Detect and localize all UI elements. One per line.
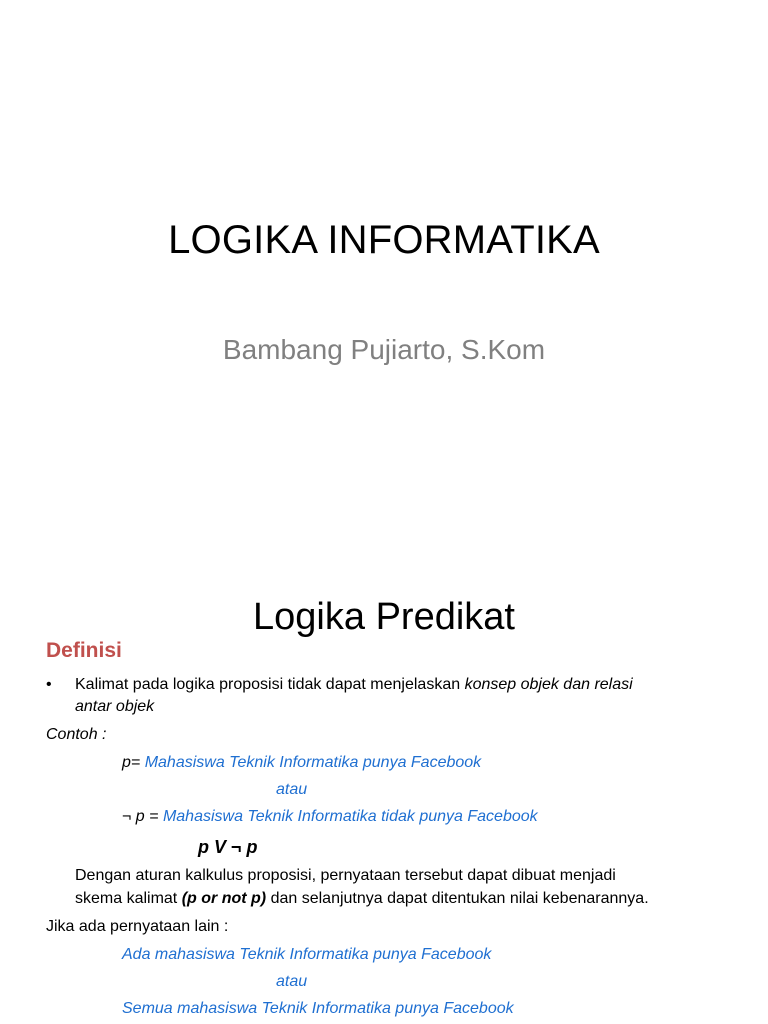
example-2	[122, 806, 538, 828]
example-1	[122, 752, 481, 774]
atau-connector-2: atau	[276, 973, 308, 990]
example-1-statement: Mahasiswa Teknik Informatika punya Facebook	[144, 754, 482, 771]
paragraph-line-2-post: dan selanjutnya dapat ditentukan nilai kebenarannya.	[266, 890, 649, 907]
example-2-prefix: ¬ p =	[122, 808, 159, 825]
logic-formula: p V ¬ p	[198, 837, 258, 857]
example-1-prefix: p=	[122, 754, 141, 771]
presentation-title: LOGIKA INFORMATIKA	[168, 218, 600, 262]
section-heading: Definisi	[46, 639, 122, 662]
bullet-text-italic: konsep objek dan relasi	[464, 676, 633, 693]
statement-b: Semua mahasiswa Teknik Informatika punya Facebook	[122, 1000, 514, 1017]
contoh-label: Contoh :	[46, 726, 107, 743]
presentation-author: Bambang Pujiarto, S.Kom	[222, 334, 546, 365]
jika-label: Jika ada pernyataan lain :	[46, 918, 229, 935]
bullet-text-line-1	[75, 674, 633, 696]
atau-connector-1: atau	[276, 781, 308, 798]
paragraph-schema: (p or not p)	[181, 890, 267, 907]
bullet-text-plain: Kalimat pada logika proposisi tidak dapat menjelaskan	[75, 676, 465, 693]
content-slide	[0, 576, 768, 1024]
paragraph-line-1: Dengan aturan kalkulus proposisi, pernyataan tersebut dapat dibuat menjadi	[75, 867, 616, 884]
slide-title: Logika Predikat	[253, 596, 515, 638]
bullet-text-line-2: antar objek	[75, 698, 155, 715]
statement-a: Ada mahasiswa Teknik Informatika punya Facebook	[122, 946, 492, 963]
example-2-statement: Mahasiswa Teknik Informatika tidak punya Facebook	[162, 808, 538, 825]
paragraph-line-2-pre: skema kalimat	[75, 890, 182, 907]
bullet-marker: •	[46, 676, 52, 693]
paragraph-line-2	[75, 888, 649, 910]
